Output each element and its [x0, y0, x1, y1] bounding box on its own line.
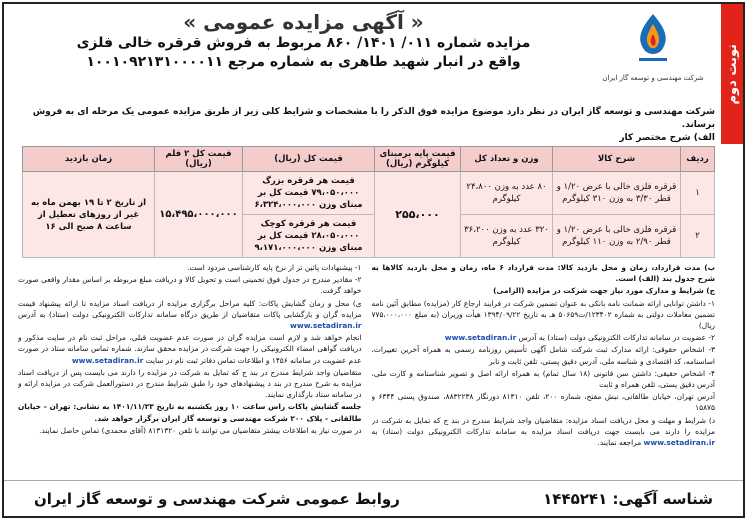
public-relations: روابط عمومی شرکت مهندسی و توسعه گاز ایران — [34, 489, 400, 508]
para-y2: انجام خواهد شد و لازم است مزایده گران در صورت عدم عضویت قبلی، مراحل ثبت نام در سایت مذکور و دریافت گواهی امضاء الکترونیکی را جهت شرکت در مزایده محقق سازند. شماره تماس سامانه ستاد در صورت عدم عضویت در سامانه ۱۴۵۶ و اطلاعات تماس دفاتر ثبت نام در سایت — [18, 333, 362, 365]
logo-text: شرکت مهندسی و توسعه گاز ایران — [602, 74, 704, 82]
cell-visit: از تاریخ ۲ تا ۱۹ بهمن ماه به غیر از روزهای تعطیل از ساعت ۸ صبح الی ۱۶ — [23, 172, 155, 258]
para-c3: ۳- اشخاص حقوقی: ارائه مدارک ثبت شرکت شامل آگهی تأسیس روزنامه رسمی به همراه آخرین تغییرات، اساسنامه، کد اقتصادی و شناسه ملی، آدرس دقیق پستی، تلفن ثابت و تابر — [371, 345, 715, 366]
ad-title: « آگهی مزایده عمومی » — [183, 10, 424, 34]
cell-qty: ۸۰ عدد به وزن ۲۴،۸۰۰ کیلوگرم — [461, 172, 553, 215]
ad-subtitle-1: مزایده شماره ۰۱۱/ ۱۴۰۱/ ۸۶۰ مربوط به فروش قرقره خالی فلزی — [76, 35, 531, 51]
side-banner — [721, 4, 743, 144]
header-desc: شرح کالا — [553, 147, 681, 172]
header-visit: زمان بازدید — [23, 147, 155, 172]
para-c: ج) شرایط و مدارک مورد نیاز جهت شرکت در مزایده (الزامی) — [493, 286, 715, 296]
para-d: د) شرایط و مهلت و محل دریافت اسناد مزایده: متقاضیان واجد شرایط مندرج در بند ج که تمایل به شرکت در مزایده را دارند می بایست جهت دریافت اسناد مزایده به سامانه تدارکات الکترونیکی دولت (ستاد) به — [371, 415, 715, 436]
column-right — [372, 262, 716, 484]
setad-link[interactable]: www.setadiran.ir — [71, 355, 144, 365]
header-total-2: قیمت کل ۲ قلم (ریال) — [155, 147, 243, 172]
header-row-no: ردیف — [681, 147, 715, 172]
para-submit: متقاضیان واجد شرایط مندرج در بند ج که تمایل به شرکت در مزایده را دارند می بایست پس از دریافت اسناد مزایده به شرح مندرج در بند د پیشنهادهای خود را طبق شرایط مندرج در دستورالعمل شرکت در مزایده ارائه و در سامانه ستاد بارگذاری نمایند. — [18, 367, 362, 400]
header-qty: وزن و تعداد کل — [461, 147, 553, 172]
setad-link[interactable]: www.setadiran.ir — [290, 321, 362, 331]
para-c1: ۱- داشتن توانایی ارائه ضمانت نامه بانکی به عنوان تضمین شرکت در فرایند ارجاع کار (مزایده) مطابق آئین نامه تضمین معاملات دولتی به شماره ۱۲۳۴۰۲/ت۵۰۶۵۹ هـ به تاریخ ۱۳۹۴/۰۹/۲۲ هیأت وزیران (به مبلغ ۷۷۵،۰۰۰،۰۰۰ ریال) — [371, 298, 715, 331]
footer — [4, 480, 743, 516]
ad-subtitle-2: واقع در انبار شهید طاهری به شماره مرجع ۱۰۰۱۰۹۲۱۳۱۰۰۰۰۱۱ — [86, 54, 521, 70]
intro-section-a: الف) شرح مختصر کار — [619, 133, 715, 143]
cell-base-price: ۲۵۵،۰۰۰ — [375, 172, 461, 258]
table-row — [23, 172, 715, 215]
ad-frame — [2, 2, 745, 518]
cell-no: ۱ — [681, 172, 715, 215]
intro-text: شرکت مهندسی و توسعه گاز ایران در نظر دارد موضوع مزایده فوق الذکر را با مشخصات و شرایط کلی زیر از طریق مزایده عمومی یک مرحله ای به فروش برساند. — [32, 107, 715, 130]
para-c2: ۲- عضویت در سامانه تدارکات الکترونیکی دولت (ستاد) به آدرس — [518, 333, 715, 343]
header — [24, 10, 583, 72]
para-opening: جلسه گشایش پاکات راس ساعت ۱۰ روز یکشنبه به تاریخ ۱۴۰۱/۱۱/۲۳ به نشانی: تهران - خیابان طالقانی - پلاک ۲۰۰ شرکت مهندسی و توسعه گاز ایران برگزار خواهد شد. — [18, 402, 362, 423]
header-base-price: قیمت پایه برمبنای کیلوگرم (ریال) — [375, 147, 461, 172]
body-columns — [18, 262, 715, 484]
column-left — [18, 262, 362, 484]
cell-no: ۲ — [681, 215, 715, 258]
cell-total-2: ۱۵،۴۹۵،۰۰۰،۰۰۰ — [155, 172, 243, 258]
para-d-end: مراجعه نمایند. — [597, 438, 642, 448]
para-b: ب) مدت قرارداد، زمان و محل بازدید کالا: مدت قرارداد ۶ ماه، زمان و محل بازدید کالاها به شرح جدول بند (الف) است. — [371, 263, 715, 284]
cell-qty: ۳۲۰ عدد به وزن ۳۶،۲۰۰ کیلوگرم — [461, 215, 553, 258]
items-table — [22, 146, 715, 258]
setad-link[interactable]: www.setadiran.ir — [643, 438, 715, 448]
header-total-price: قیمت کل (ریال) — [243, 147, 375, 172]
cell-price: قیمت هر قرقره کوچک ۲۸،۰۵۰،۰۰۰ قیمت کل بر مبنای وزن ۹،۱۷۱،۰۰۰،۰۰۰ — [243, 215, 375, 258]
para-contact: در صورت نیاز به اطلاعات بیشتر متقاضیان می توانند با تلفن ۸۱۳۱۳۲۰ (آقای محمدی) تماس حاصل نمایند. — [39, 425, 362, 435]
para-y: ی) محل و زمان گشایش پاکات: کلیه مراحل برگزاری مزایده از دریافت اسناد مزایده تا ارائه پیشنهاد قیمت مزایده گران و بازگشایی پاکات متقاضیان از طریق درگاه سامانه تدارکات الکترونیکی دولت (ستاد) به آدرس — [18, 298, 362, 319]
setad-link[interactable]: www.setadiran.ir — [444, 333, 517, 343]
para-address: آدرس تهران، خیابان طالقانی، نبش مفتح، شماره ۲۰۰، تلفن ۸۱۳۱۰ دورنگار ۸۸۳۲۲۳۸، صندوق پستی ۶۳۴۴ و ۱۵۸۷۵ — [371, 392, 715, 413]
cell-price: قیمت هر قرقره بزرگ ۷۹،۰۵۰،۰۰۰ قیمت کل بر مبنای وزن ۶،۳۲۴،۰۰۰،۰۰۰ — [243, 172, 375, 215]
side-label: نوبت دوم — [724, 43, 740, 105]
ad-id: شناسه آگهی: ۱۴۴۵۲۴۱ — [543, 489, 713, 508]
cell-desc: قرقره فلزی خالی با عرض ۱/۲۰ و قطر ۲/۹۰ به وزن ۱۱۰ کیلوگرم — [553, 215, 681, 258]
para-c4: ۴- اشخاص حقیقی: داشتن سن قانونی (۱۸ سال تمام) به همراه ارائه اصل و تصویر شناسنامه و کارت ملی، آدرس دقیق پستی، تلفن همراه و ثابت — [371, 368, 715, 390]
intro — [18, 106, 715, 145]
cell-desc: قرقره فلزی خالی با عرض ۱/۲۰ و قطر ۳/۳۰ به وزن ۳۱۰ کیلوگرم — [553, 172, 681, 215]
para-note-2: ۲- مقادیر مندرج در جدول فوق تخمینی است و تحویل کالا و دریافت مبلغ مربوطه بر اساس مقدار واقعی صورت خواهد گرفت. — [18, 275, 362, 296]
table-header-row — [23, 147, 715, 172]
company-logo — [593, 12, 713, 82]
flame-icon — [633, 12, 673, 68]
para-note-1: ۱- پیشنهادات پائین تر از نرخ پایه کارشناسی مردود است. — [187, 263, 362, 272]
